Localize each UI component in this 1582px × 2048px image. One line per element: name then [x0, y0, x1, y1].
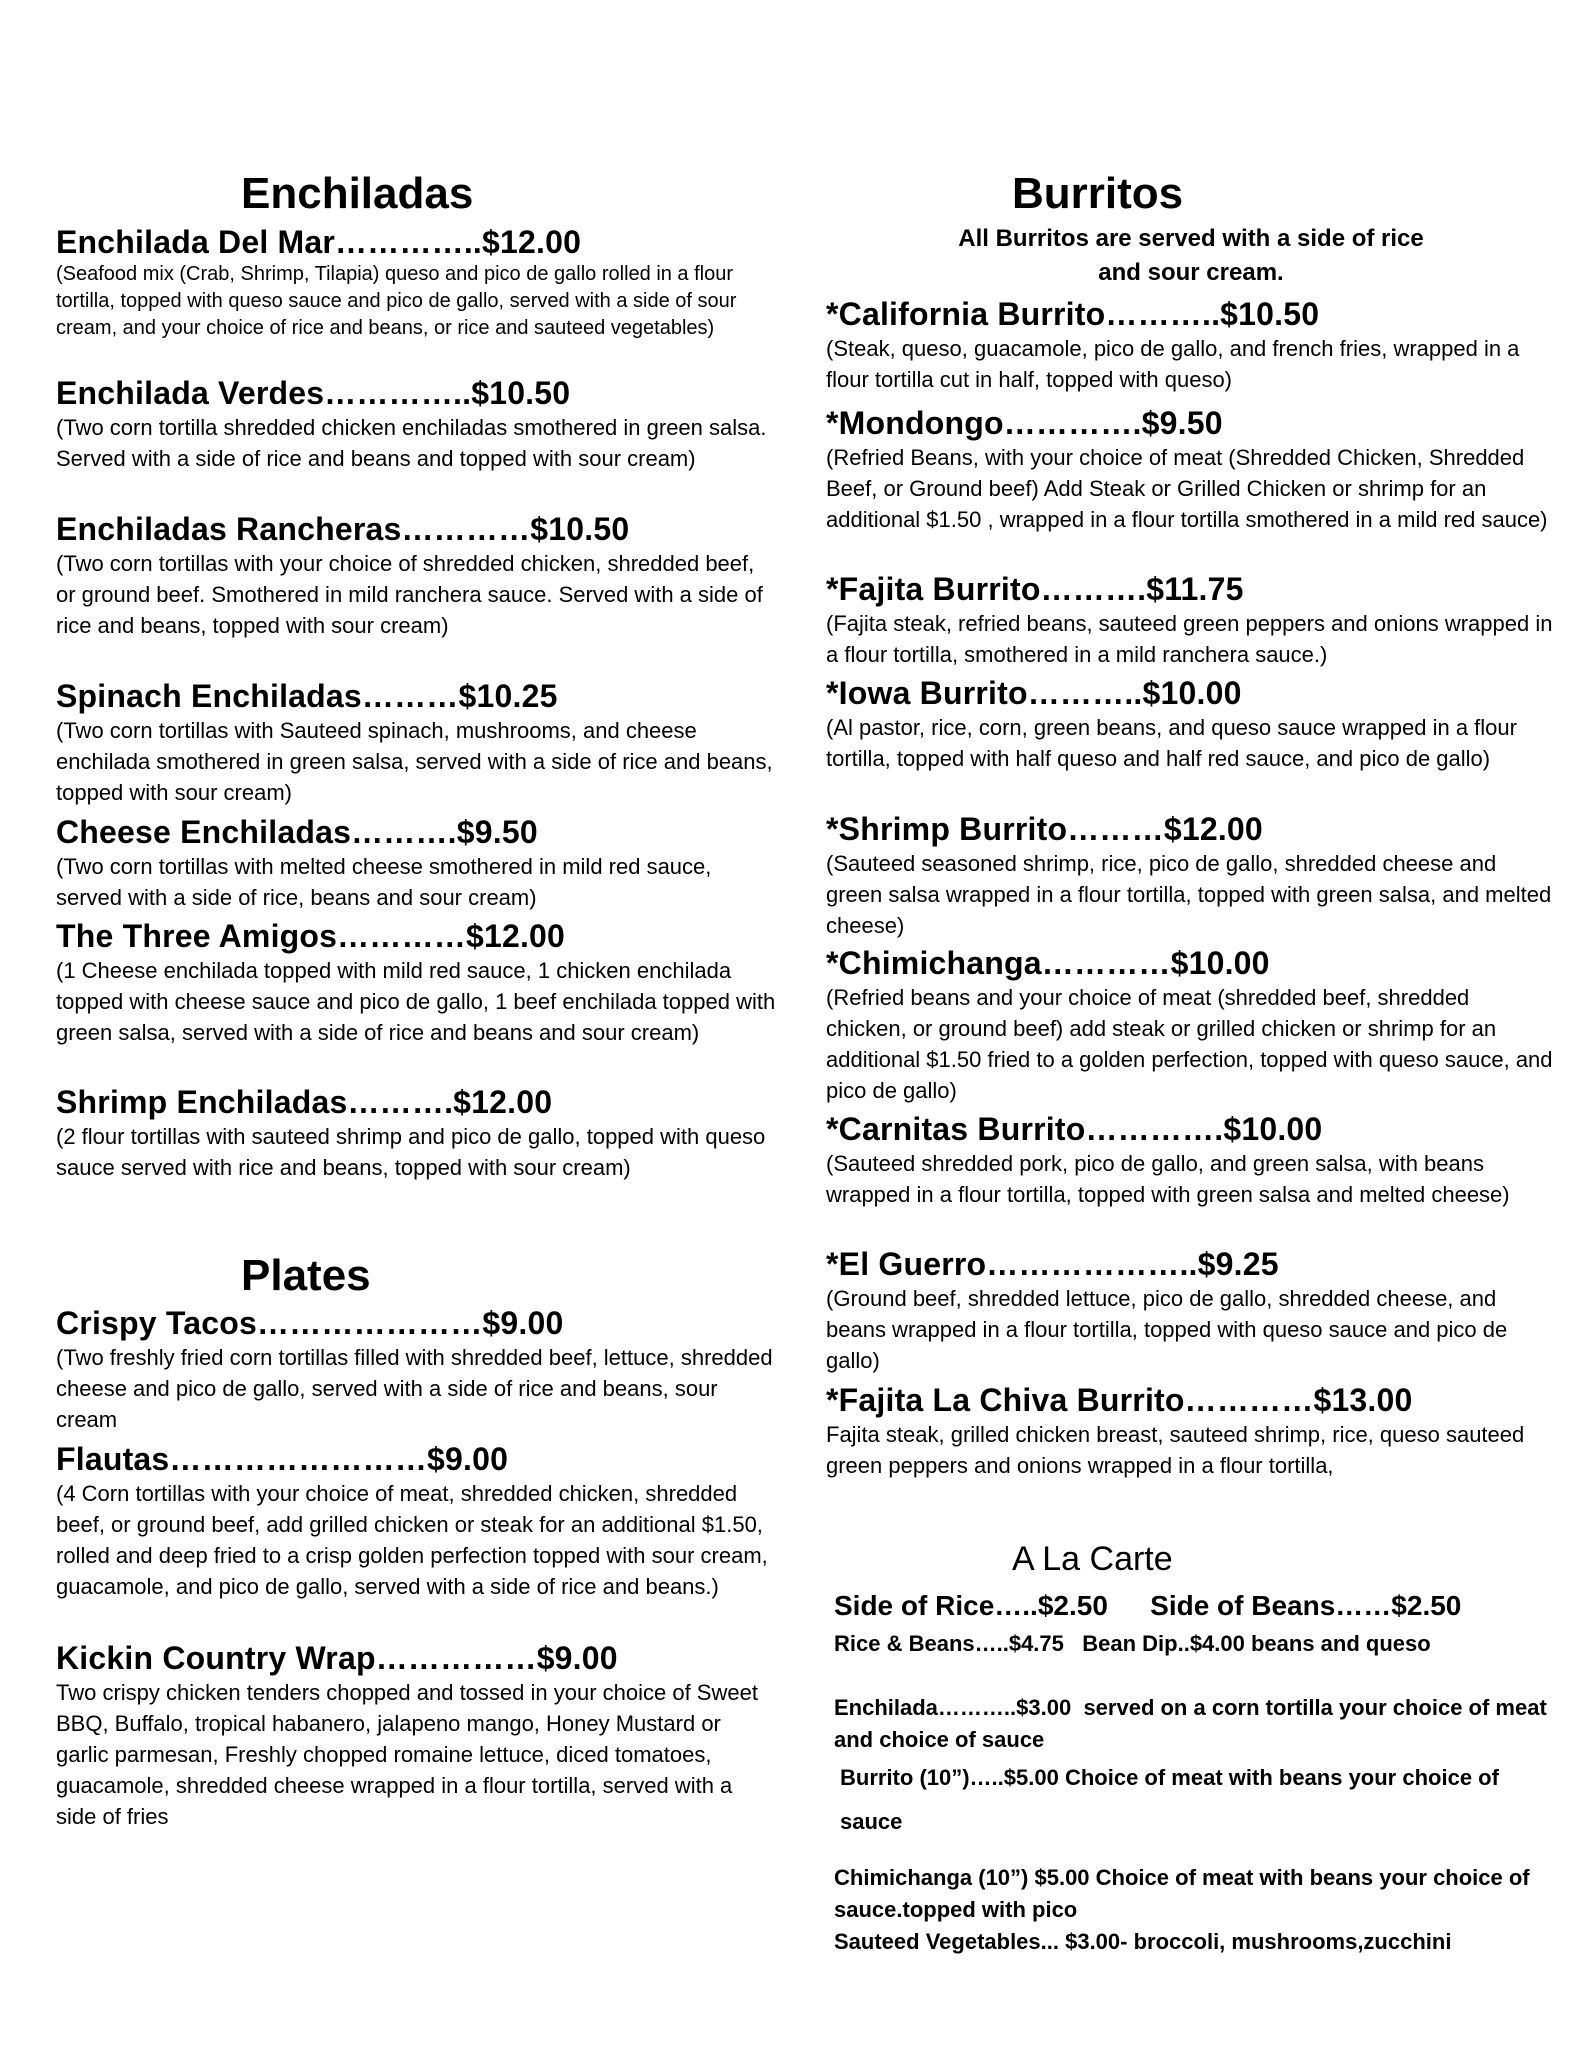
menu-item-flautas	[56, 1441, 776, 1602]
chimichanga-desc: Choice of meat with beans your choice of sauce.topped with pico	[834, 1865, 1530, 1922]
item-description: Fajita steak, grilled chicken breast, sauteed shrimp, rice, queso sauteed green peppers and onions wrapped in a flour tortilla,	[826, 1422, 1525, 1478]
rice-and-beans: Rice & Beans…..$4.75	[834, 1631, 1064, 1656]
a-la-carte-enchilada	[834, 1692, 1554, 1756]
enchilada-price: Enchilada………..$3.00	[834, 1695, 1072, 1720]
item-title: *Mondongo………….$9.50	[826, 405, 1223, 441]
item-title: *Shrimp Burrito………$12.00	[826, 811, 1263, 847]
item-title: Kickin Country Wrap……………$9.00	[56, 1640, 618, 1676]
menu-item-crispy-tacos	[56, 1305, 776, 1435]
a-la-carte-burrito	[840, 1756, 1560, 1844]
item-description: (Two corn tortilla shredded chicken enchiladas smothered in green salsa. Served with a side of rice and beans and topped with sour cream)	[56, 415, 767, 471]
item-description: (Refried beans and your choice of meat (shredded beef, shredded chicken, or ground beef) add steak or grilled chicken or shrimp for an additional $1.50 fried to a golden perfection, topped with queso sauce, and pico de gallo)	[826, 985, 1553, 1103]
item-title: Enchilada Verdes…………..$10.50	[56, 375, 571, 411]
menu-item-iowa-burrito	[826, 675, 1556, 774]
menu-item-california-burrito	[826, 296, 1556, 395]
item-description: (Refried Beans, with your choice of meat (Shredded Chicken, Shredded Beef, or Ground beef) Add Steak or Grilled Chicken or shrimp for an additional $1.50 , wrapped in a flour tortilla smothered in a mild red sauce)	[826, 445, 1548, 532]
bean-dip: Bean Dip..$4.00 beans and queso	[1082, 1631, 1431, 1656]
item-title: Shrimp Enchiladas……….$12.00	[56, 1084, 553, 1120]
item-title: *Carnitas Burrito………….$10.00	[826, 1111, 1323, 1147]
item-description: (Steak, queso, guacamole, pico de gallo, and french fries, wrapped in a flour tortilla cut in half, topped with queso)	[826, 336, 1520, 392]
item-description: (Sauteed shredded pork, pico de gallo, and green salsa, with beans wrapped in a flour tortilla, topped with green salsa and melted cheese)	[826, 1151, 1510, 1207]
menu-item-carnitas-burrito	[826, 1111, 1556, 1210]
vegetables-desc: broccoli, mushrooms,zucchini	[1133, 1929, 1452, 1954]
item-title: Crispy Tacos…………………$9.00	[56, 1305, 564, 1341]
menu-item-el-guerro	[826, 1246, 1556, 1376]
menu-item-shrimp-burrito	[826, 811, 1556, 941]
a-la-carte-heading: A La Carte	[1012, 1540, 1173, 1578]
menu-item-fajita-la-chiva-burrito	[826, 1382, 1556, 1481]
chimichanga-price: Chimichanga (10”) $5.00	[834, 1865, 1090, 1890]
burrito-price: Burrito (10”)…..$5.00	[840, 1765, 1059, 1790]
menu-item-mondongo	[826, 405, 1556, 535]
item-description: (Two corn tortillas with your choice of shredded chicken, shredded beef, or ground beef. Smothered in mild ranchera sauce. Served with a side of rice and beans, topped with sour cream)	[56, 551, 763, 638]
item-description: (1 Cheese enchilada topped with mild red sauce, 1 chicken enchilada topped with cheese sauce and pico de gallo, 1 beef enchilada topped with green salsa, served with a side of rice and beans and sour cream)	[56, 958, 776, 1045]
burritos-note-line-2: and sour cream.	[1098, 259, 1284, 286]
item-title: Flautas……………………$9.00	[56, 1441, 509, 1477]
item-description: (Two corn tortillas with melted cheese smothered in mild red sauce, served with a side of rice, beans and sour cream)	[56, 854, 712, 910]
plates-heading: Plates	[241, 1251, 371, 1300]
item-title: *Fajita Burrito……….$11.75	[826, 571, 1244, 607]
menu-item-fajita-burrito	[826, 571, 1556, 670]
item-title: The Three Amigos…………$12.00	[56, 918, 566, 954]
a-la-carte-vegetables	[834, 1926, 1554, 1958]
a-la-carte-rice-beans	[834, 1628, 1554, 1660]
item-description: (4 Corn tortillas with your choice of meat, shredded chicken, shredded beef, or ground beef, add grilled chicken or steak for an additional $1.50, rolled and deep fried to a crisp golden perfection topped with sour cream, guacamole, and pico de gallo, served with a side of rice and beans.)	[56, 1481, 768, 1599]
item-description: (Ground beef, shredded lettuce, pico de gallo, shredded cheese, and beans wrapped in a flour tortilla, topped with queso sauce and pico de gallo)	[826, 1286, 1508, 1373]
menu-item-chimichanga	[826, 945, 1556, 1106]
item-description: (Al pastor, rice, corn, green beans, and queso sauce wrapped in a flour tortilla, topped with half queso and half red sauce, and pico de gallo)	[826, 715, 1517, 771]
side-of-beans: Side of Beans……$2.50	[1150, 1590, 1462, 1621]
side-of-rice: Side of Rice…..$2.50	[834, 1590, 1108, 1621]
burritos-note-line-1: All Burritos are served with a side of rice	[958, 225, 1424, 252]
enchilada-desc: served on a corn tortilla your choice of meat and choice of sauce	[834, 1695, 1547, 1752]
item-title: *Chimichanga…………$10.00	[826, 945, 1270, 981]
item-title: Enchiladas Rancheras…………$10.50	[56, 511, 630, 547]
menu-item-enchilada-del-mar	[56, 224, 776, 342]
menu-item-shrimp-enchiladas	[56, 1084, 776, 1183]
menu-item-spinach-enchiladas	[56, 678, 776, 808]
item-title: *Iowa Burrito………..$10.00	[826, 675, 1242, 711]
enchiladas-heading: Enchiladas	[241, 169, 474, 218]
item-description: (Fajita steak, refried beans, sauteed green peppers and onions wrapped in a flour tortilla, smothered in a mild ranchera sauce.)	[826, 611, 1553, 667]
item-title: Enchilada Del Mar…………..$12.00	[56, 224, 582, 260]
menu-item-enchilada-verdes	[56, 375, 776, 474]
item-description: (Sauteed seasoned shrimp, rice, pico de gallo, shredded cheese and green salsa wrapped in a flour tortilla, topped with green salsa, and melted cheese)	[826, 851, 1552, 938]
menu-item-cheese-enchiladas	[56, 814, 776, 913]
a-la-carte-sides	[834, 1590, 1554, 1624]
item-title: Spinach Enchiladas………$10.25	[56, 678, 558, 714]
item-title: *El Guerro………………..$9.25	[826, 1246, 1279, 1282]
item-description: Two crispy chicken tenders chopped and tossed in your choice of Sweet BBQ, Buffalo, tropical habanero, jalapeno mango, Honey Mustard or garlic parmesan, Freshly chopped romaine lettuce, diced tomatoes, guacamole, shredded cheese wrapped in a flour tortilla, served with a side of fries	[56, 1680, 758, 1829]
item-description: (Two freshly fried corn tortillas filled with shredded beef, lettuce, shredded cheese and pico de gallo, served with a side of rice and beans, sour cream	[56, 1345, 773, 1432]
menu-item-kickin-country-wrap	[56, 1640, 776, 1832]
burrito-desc: Choice of meat with beans your choice of sauce	[840, 1765, 1499, 1834]
vegetables-price: Sauteed Vegetables... $3.00-	[834, 1929, 1128, 1954]
item-title: *Fajita La Chiva Burrito…………$13.00	[826, 1382, 1413, 1418]
item-description: (Seafood mix (Crab, Shrimp, Tilapia) queso and pico de gallo rolled in a flour tortilla, topped with queso sauce and pico de gallo, served with a side of sour cream, and your choice of rice and beans, or rice and sauteed vegetables)	[56, 263, 737, 339]
item-title: Cheese Enchiladas……….$9.50	[56, 814, 538, 850]
item-description: (Two corn tortillas with Sauteed spinach, mushrooms, and cheese enchilada smothered in green salsa, served with a side of rice and beans, topped with sour cream)	[56, 718, 773, 805]
menu-item-enchiladas-rancheras	[56, 511, 776, 641]
burritos-heading: Burritos	[1012, 169, 1184, 218]
menu-item-three-amigos	[56, 918, 776, 1048]
item-title: *California Burrito………..$10.50	[826, 296, 1320, 332]
item-description: (2 flour tortillas with sauteed shrimp and pico de gallo, topped with queso sauce served with rice and beans, topped with sour cream)	[56, 1124, 766, 1180]
a-la-carte-chimichanga	[834, 1862, 1554, 1926]
